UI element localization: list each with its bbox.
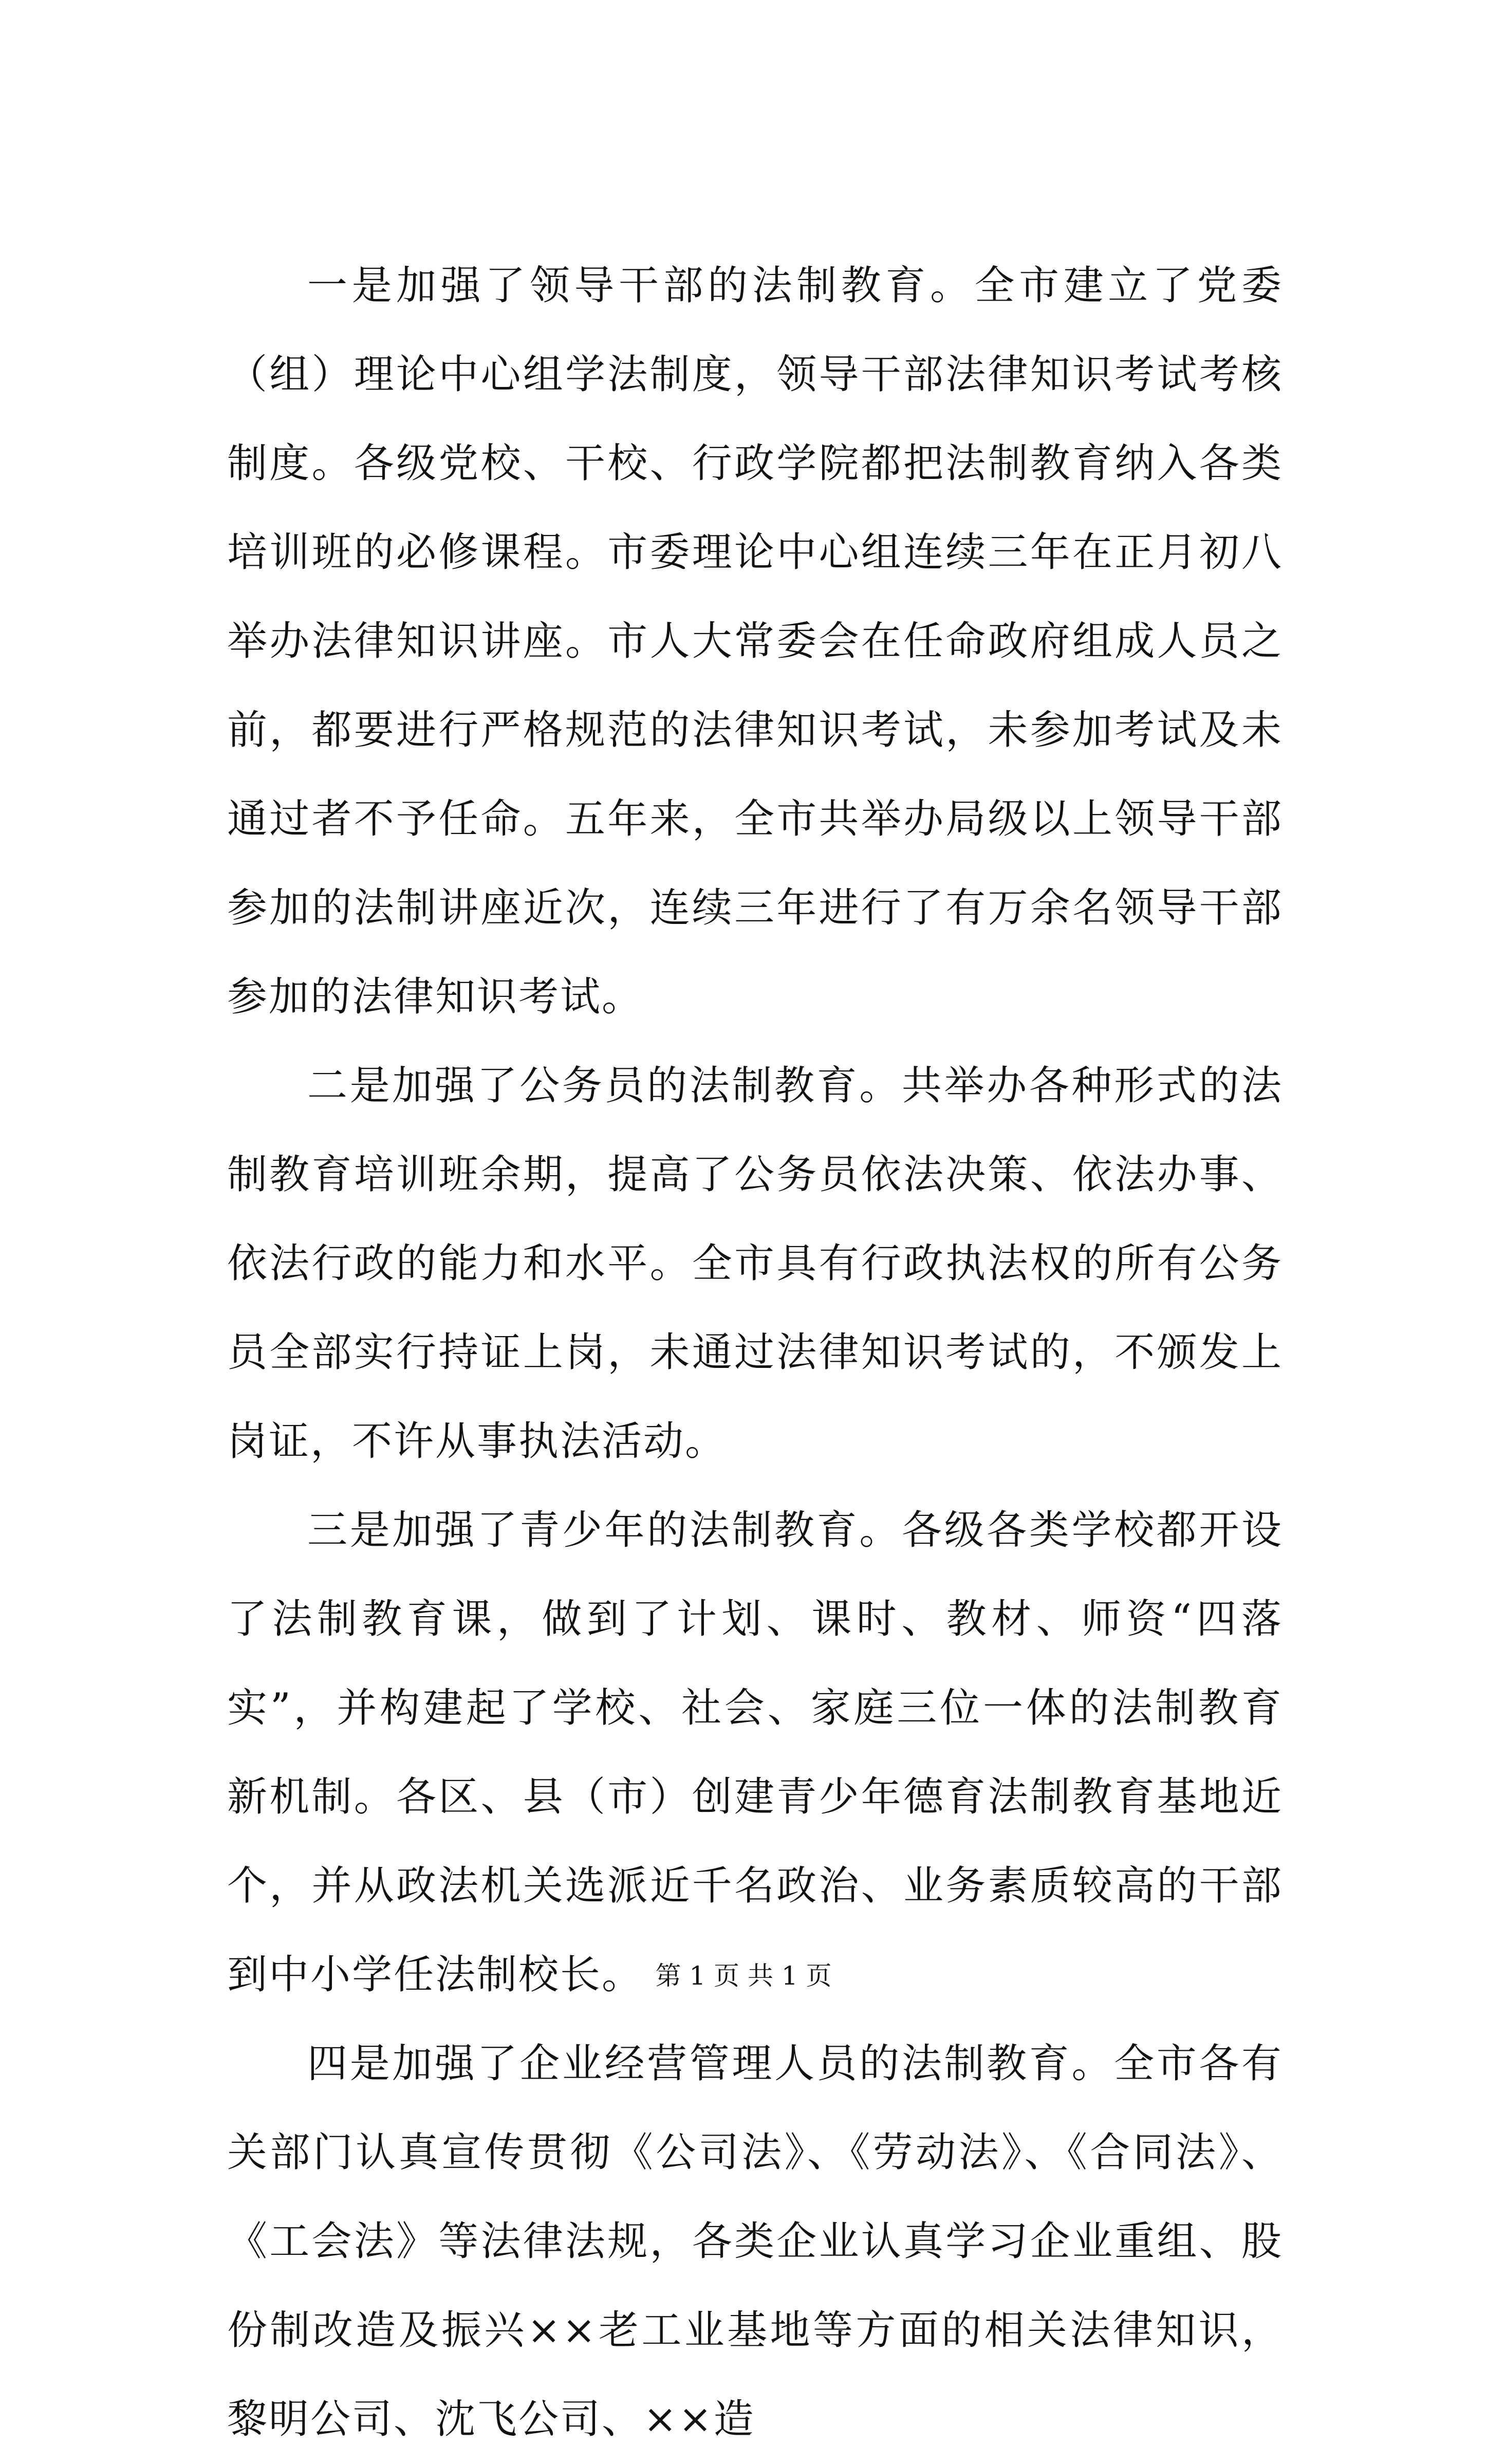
paragraph-enterprise: 四是加强了企业经营管理人员的法制教育。全市各有关部门认真宣传贯彻《公司法》、《劳动法》、《合同法》、《工会法》等法律法规，各类企业认真学习企业重组、股份制改造及振兴××老工业基地等方面的相关法律知识，黎明公司、沈飞公司、××造 xyxy=(227,2041,1283,2442)
document-body xyxy=(227,242,1283,2464)
paragraph-youth: 三是加强了青少年的法制教育。各级各类学校都开设了法制教育课，做到了计划、课时、教材、师资“四落实”，并构建起了学校、社会、家庭三位一体的法制教育新机制。各区、县（市）创建青少年德育法制教育基地近个，并从政法机关选派近千名政治、业务素质较高的干部到中小学任法制校长。 xyxy=(227,1507,1283,1998)
paragraph-leaders: 一是加强了领导干部的法制教育。全市建立了党委（组）理论中心组学法制度，领导干部法律知识考试考核制度。各级党校、干校、行政学院都把法制教育纳入各类培训班的必修课程。市委理论中心组连续三年在正月初八举办法律知识讲座。市人大常委会在任命政府组成人员之前，都要进行严格规范的法律知识考试，未参加考试及未通过者不予任命。五年来，全市共举办局级以上领导干部参加的法制讲座近次，连续三年进行了有万余名领导干部参加的法律知识考试。 xyxy=(227,263,1283,1020)
paragraph-civil-servants: 二是加强了公务员的法制教育。共举办各种形式的法制教育培训班余期，提高了公务员依法决策、依法办事、依法行政的能力和水平。全市具有行政执法权的所有公务员全部实行持证上岗，未通过法律知识考试的，不颁发上岗证，不许从事执法活动。 xyxy=(227,1063,1283,1465)
page-number-footer: 第 1 页 共 1 页 xyxy=(655,1961,832,1991)
